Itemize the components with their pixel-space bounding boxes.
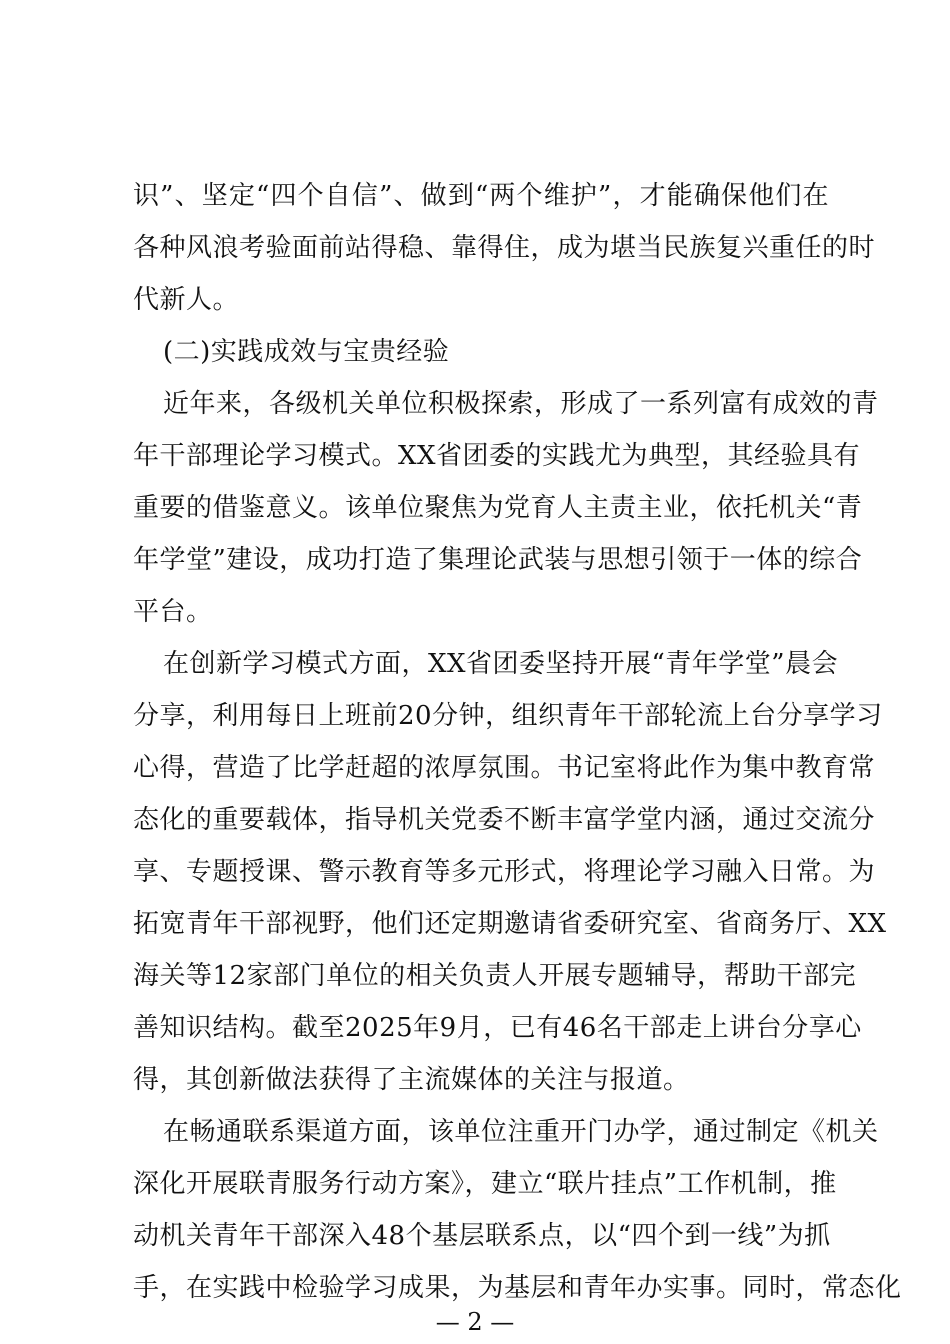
text-line: 享、专题授课、警示教育等多元形式，将理论学习融入日常。为	[133, 857, 876, 887]
text-line: 善知识结构。截至2025年9月，已有46名干部走上讲台分享心	[133, 1013, 862, 1043]
page-number: — 2 —	[435, 1308, 515, 1336]
text-line: 心得，营造了比学赶超的浓厚氛围。书记室将此作为集中教育常	[133, 753, 876, 783]
text-line: 识”、坚定“四个自信”、做到“两个维护”，才能确保他们在	[133, 181, 829, 211]
text-line: 海关等12家部门单位的相关负责人开展专题辅导，帮助干部完	[133, 961, 857, 991]
text-line: 分享，利用每日上班前20分钟，组织青年干部轮流上台分享学习	[133, 701, 883, 731]
text-line: 态化的重要载体，指导机关党委不断丰富学堂内涵，通过交流分	[133, 805, 876, 835]
text-line: 近年来，各级机关单位积极探索，形成了一系列富有成效的青	[163, 389, 879, 419]
text-line: 在创新学习模式方面，XX省团委坚持开展“青年学堂”晨会	[163, 649, 839, 679]
text-line: 动机关青年干部深入48个基层联系点，以“四个到一线”为抓	[133, 1221, 831, 1251]
text-line: 深化开展联青服务行动方案》，建立“联片挂点”工作机制，推	[133, 1169, 837, 1199]
text-line: 在畅通联系渠道方面，该单位注重开门办学，通过制定《机关	[163, 1117, 879, 1147]
text-line: 手，在实践中检验学习成果，为基层和青年办实事。同时，常态化	[133, 1273, 902, 1303]
text-line: 平台。	[133, 597, 213, 627]
text-line: 年干部理论学习模式。XX省团委的实践尤为典型，其经验具有	[133, 441, 861, 471]
text-line: 得，其创新做法获得了主流媒体的关注与报道。	[133, 1065, 690, 1095]
text-line: 重要的借鉴意义。该单位聚焦为党育人主责主业，依托机关“青	[133, 493, 863, 523]
text-line: 各种风浪考验面前站得稳、靠得住，成为堪当民族复兴重任的时	[133, 233, 876, 263]
text-line: 拓宽青年干部视野，他们还定期邀请省委研究室、省商务厅、XX	[133, 909, 887, 939]
section-heading: (二)实践成效与宝贵经验	[163, 337, 450, 367]
document-body	[133, 170, 902, 1314]
text-line: 年学堂”建设，成功打造了集理论武装与思想引领于一体的综合	[133, 545, 863, 575]
text-line: 代新人。	[133, 285, 240, 315]
